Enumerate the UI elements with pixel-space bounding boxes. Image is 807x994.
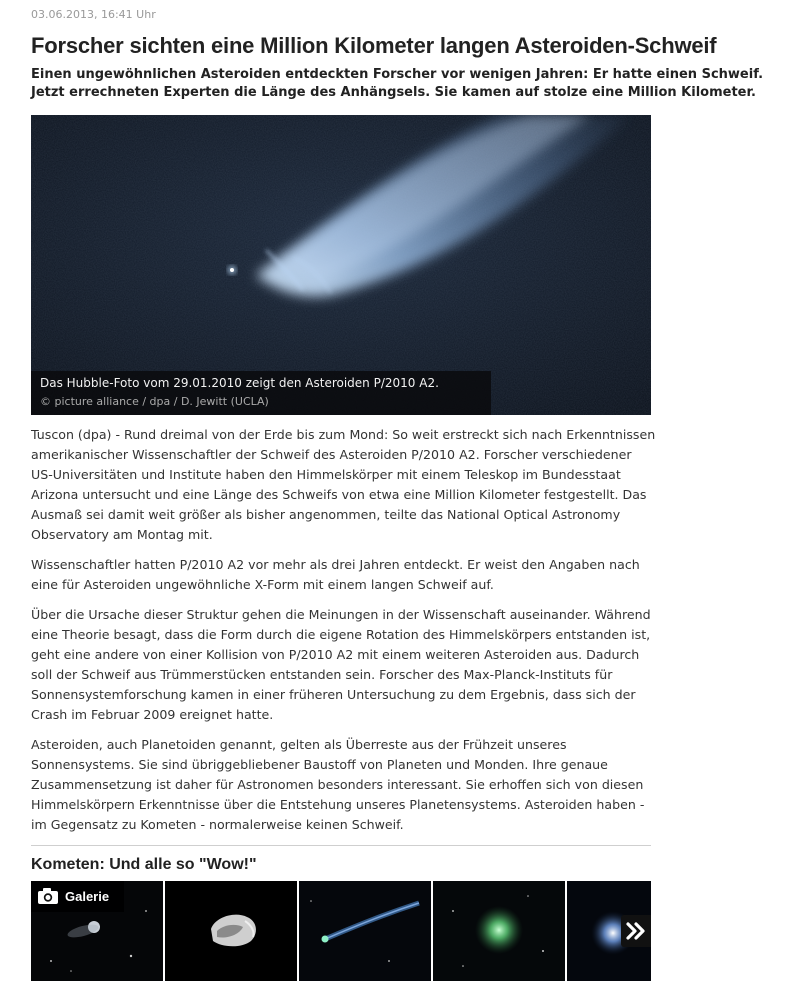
article-lead: Einen ungewöhnlichen Asteroiden entdeckten Forscher vor wenigen Jahren: Er hatte einen Schweif. Jetzt errechneten Experten die Länge des Anhängsels. Sie kamen auf stolze eine Million Kilometer. [31, 67, 764, 100]
article-paragraph: Tuscon (dpa) - Rund dreimal von der Erde bis zum Mond: So weit erstreckt sich nach Erkenntnissen amerikanischer Wissenschaftler der Schweif des Asteroiden P/2010 A2. Forscher verschiedener US-Universitäten und Institute haben den Himmelskörper mit einem Teleskop im Bundesstaat Arizona untersucht und eine Länge des Schweifs von etwa eine Million Kilometer festgestellt. Das Ausmaß sei damit weit größer als bisher angenommen, teilte das National Optical Astronomy Observatory am Montag mit. [31, 427, 656, 542]
gallery-thumb-3[interactable] [299, 881, 431, 981]
caption-text: Das Hubble-Foto vom 29.01.2010 zeigt den Asteroiden P/2010 A2. [40, 376, 439, 390]
gallery-thumb-1[interactable] [31, 881, 163, 981]
comet-nucleus-thumb-image [165, 881, 297, 981]
comet-blue-tail-thumb-image [299, 881, 431, 981]
camera-icon [37, 887, 59, 905]
gallery-badge[interactable] [31, 881, 124, 912]
article-paragraph: Über die Ursache dieser Struktur gehen die Meinungen in der Wissenschaft auseinander. Während eine Theorie besagt, dass die Form durch die eigene Rotation des Himmelskörpers entstanden ist, geht eine andere von einer Kollision von P/2010 A2 mit einem weiteren Asteroiden aus. Dadurch soll der Schweif aus Trümmerstücken entstanden sein. Forscher des Max-Planck-Instituts für Sonnensystemforschung kamen in einer früheren Untersuchung zu dem Ergebnis, dass sich der Crash im Februar 2009 ereignet hatte. [31, 607, 651, 722]
gallery-thumb-2[interactable] [165, 881, 297, 981]
gallery-strip [31, 881, 651, 981]
gallery-title[interactable]: Kometen: Und alle so "Wow!" [31, 856, 257, 873]
gallery-next-button[interactable] [621, 915, 651, 947]
article-date: 03.06.2013, 16:41 Uhr [31, 8, 156, 21]
hero-image[interactable] [31, 115, 651, 415]
comet-green-thumb-image [433, 881, 565, 981]
image-credit: © picture alliance / dpa / D. Jewitt (UCLA) [40, 395, 269, 408]
article-paragraph: Wissenschaftler hatten P/2010 A2 vor mehr als drei Jahren entdeckt. Er weist den Angaben nach eine für Asteroiden ungewöhnliche X-Form mit einem langen Schweif auf. [31, 557, 640, 592]
double-chevron-right-icon [625, 921, 647, 941]
article-body [31, 425, 656, 845]
image-caption [31, 371, 491, 415]
article-paragraph: Asteroiden, auch Planetoiden genannt, gelten als Überreste aus der Frühzeit unseres Sonnensystems. Sie sind übriggebliebener Baustoff von Planeten und Monden. Ihre genaue Zusammensetzung ist daher für Astronomen besonders interessant. Sie erhoffen sich von diesen Himmelskörpern Erkenntnisse über die Entstehung unseres Planetensystems. Asteroiden haben - im Gegensatz zu Kometen - normalerweise keinen Schweif. [31, 737, 645, 832]
gallery-thumb-4[interactable] [433, 881, 565, 981]
asteroid-tail-photo [31, 115, 651, 415]
gallery-badge-label: Galerie [65, 889, 110, 904]
article-headline: Forscher sichten eine Million Kilometer langen Asteroiden-Schweif [31, 33, 717, 58]
section-divider [31, 845, 651, 846]
